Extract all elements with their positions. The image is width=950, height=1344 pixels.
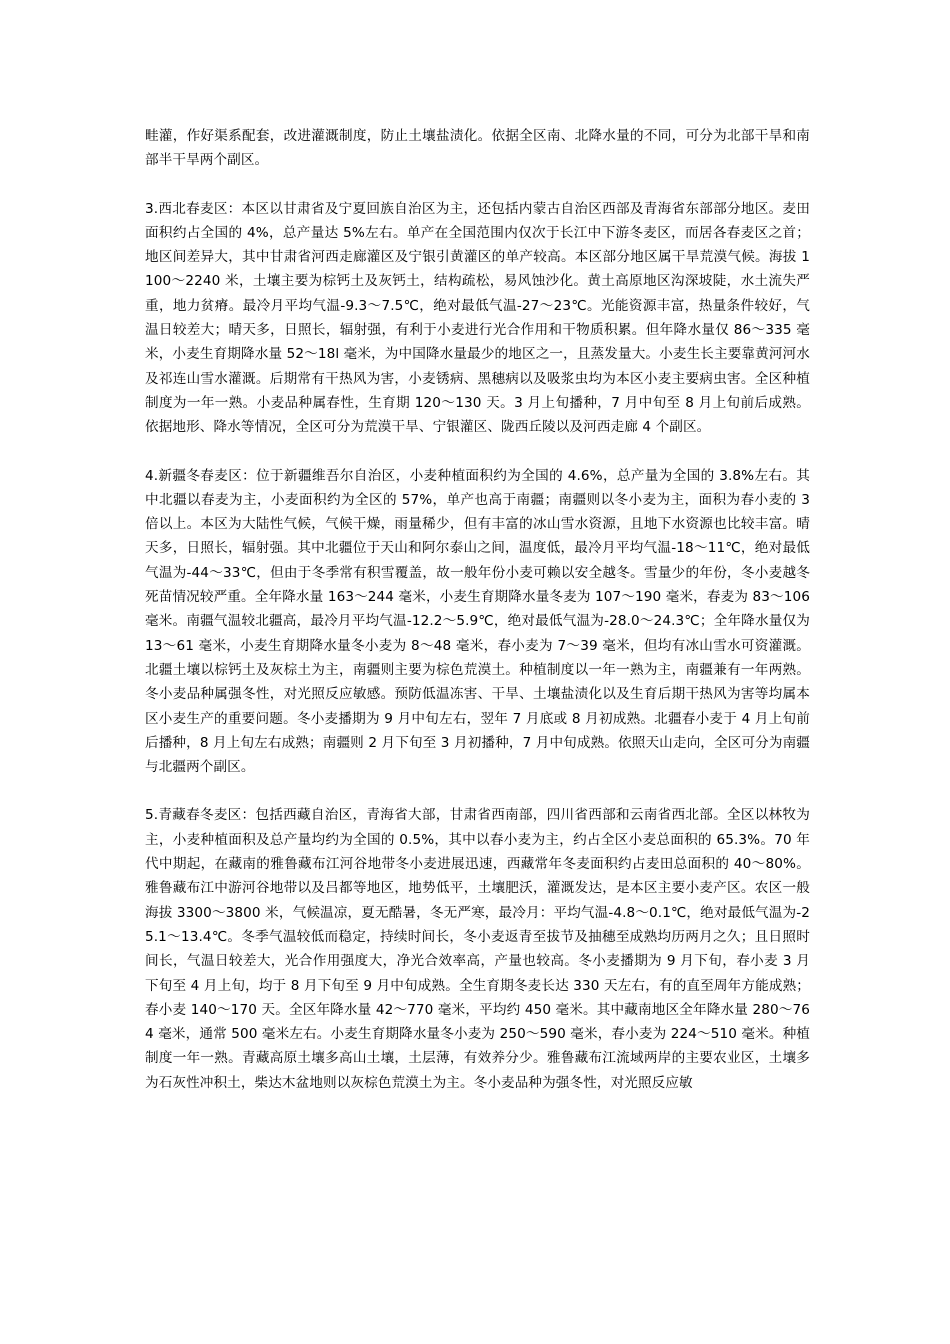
paragraph-xinjiang-wheat: 4.新疆冬春麦区：位于新疆维吾尔自治区，小麦种植面积约为全国的 4.6%，总产量为全国的 3.8%左右。其中北疆以春麦为主，小麦面积约为全区的 57%，单产也高于南疆；南疆则以冬小麦为主，面积为春小麦的 3 倍以上。本区为大陆性气候，气候干燥，雨量稀少，但有丰富的冰山雪水资源，且地下水资源也比较丰富。晴天多，日照长，辐射强。其中北疆位于天山和阿尔泰山之间，温度低，最冷月平均气温-18～11℃，绝对最低气温为-44～33℃，但由于冬季常有积雪覆盖，故一般年份小麦可赖以安全越冬。雪量少的年份，冬小麦越冬死苗情况较严重。全年降水量 163～244 毫米，小麦生育期降水量冬麦为 107～190 毫米，春麦为 83～106 毫米。南疆气温较北疆高，最冷月平均气温-12.2～5.9℃，绝对最低气温为-28.0～24.3℃；全年降水量仅为 13～61 毫米，小麦生育期降水量冬小麦为 8～48 毫米，春小麦为 7～39 毫米，但均有冰山雪水可资灌溉。北疆土壤以棕钙土及灰棕土为主，南疆则主要为棕色荒漠土。种植制度以一年一熟为主，南疆兼有一年两熟。冬小麦品种属强冬性，对光照反应敏感。预防低温冻害、干旱、土壤盐渍化以及生育后期干热风为害等均属本区小麦生产的重要问题。冬小麦播期为 9 月中旬左右，翌年 7 月底或 8 月初成熟。北疆春小麦于 4 月上旬前后播种，8 月上旬左右成熟；南疆则 2 月下旬至 3 月初播种，7 月中旬成熟。依照天山走向，全区可分为南疆与北疆两个副区。 bbox=[145, 467, 810, 776]
paragraph-continuation: 畦灌，作好渠系配套，改进灌溉制度，防止土壤盐渍化。依据全区南、北降水量的不同，可分为北部干旱和南部半干旱两个副区。 bbox=[145, 128, 810, 169]
paragraph-spacer bbox=[145, 173, 810, 197]
paragraph-qingzang-wheat: 5.青藏春冬麦区：包括西藏自治区，青海省大部，甘肃省西南部，四川省西部和云南省西北部。全区以林牧为主，小麦种植面积及总产量均约为全国的 0.5%，其中以春小麦为主，约占全区小麦总面积的 65.3%。70 年代中期起，在藏南的雅鲁藏布江河谷地带冬小麦进展迅速，西藏常年冬麦面积约占麦田总面积的 40～80%。雅鲁藏布江中游河谷地带以及吕都等地区，地势低平，土壤肥沃，灌溉发达，是本区主要小麦产区。农区一般海拔 3300～3800 米，气候温凉，夏无酷暑，冬无严寒，最冷月：平均气温-4.8～0.1℃，绝对最低气温为-25.1～13.4℃。冬季气温较低而稳定，持续时间长，冬小麦返青至拔节及抽穗至成熟均历两月之久；且日照时间长，气温日较差大，光合作用强度大，净光合效率高，产量也较高。冬小麦播期为 9 月下旬，春小麦 3 月下旬至 4 月上旬，均于 8 月下旬至 9 月中旬成熟。全生育期冬麦长达 330 天左右，有的直至周年方能成熟；春小麦 140～170 天。全区年降水量 42～770 毫米，平均约 450 毫米。其中藏南地区全年降水量 280～764 毫米，通常 500 毫米左右。小麦生育期降水量冬小麦为 250～590 毫米，春小麦为 224～510 毫米。种植制度一年一熟。青藏高原土壤多高山土壤，土层薄，有效养分少。雅鲁藏布江流域两岸的主要农业区，土壤多为石灰性冲积土，柴达木盆地则以灰棕色荒漠土为主。冬小麦品种为强冬性，对光照反应敏 bbox=[145, 807, 810, 1091]
paragraph-northwest-spring-wheat: 3.西北春麦区：本区以甘肃省及宁夏回族自治区为主，还包括内蒙古自治区西部及青海省东部部分地区。麦田面积约占全国的 4%，总产量达 5%左右。单产在全国范围内仅次于长江中下游冬麦区，而居各春麦区之首；地区间差异大，其中甘肃省河西走廊灌区及宁银引黄灌区的单产较高。本区部分地区属干旱荒漠气候。海拔 1100～2240 米，土壤主要为棕钙土及灰钙土，结构疏松，易风蚀沙化。黄土高原地区沟深坡陡，水土流失严重，地力贫瘠。最冷月平均气温-9.3～7.5℃，绝对最低气温-27～23℃。光能资源丰富，热量条件较好，气温日较差大；晴天多，日照长，辐射强，有利于小麦进行光合作用和干物质积累。但年降水量仅 86～335 毫米，小麦生育期降水量 52～18l 毫米，为中国降水量最少的地区之一，且蒸发量大。小麦生长主要靠黄河河水及祁连山雪水灌溉。后期常有干热风为害，小麦锈病、黑穗病以及吸浆虫均为本区小麦主要病虫害。全区种植制度为一年一熟。小麦品种属春性，生育期 120～130 天。3 月上旬播种，7 月中旬至 8 月上旬前后成熟。依据地形、降水等情况，全区可分为荒漠干旱、宁银灌区、陇西丘陵以及河西走廊 4 个副区。 bbox=[145, 200, 810, 436]
document-page bbox=[145, 124, 810, 1095]
paragraph-spacer bbox=[145, 779, 810, 803]
paragraph-spacer bbox=[145, 440, 810, 464]
